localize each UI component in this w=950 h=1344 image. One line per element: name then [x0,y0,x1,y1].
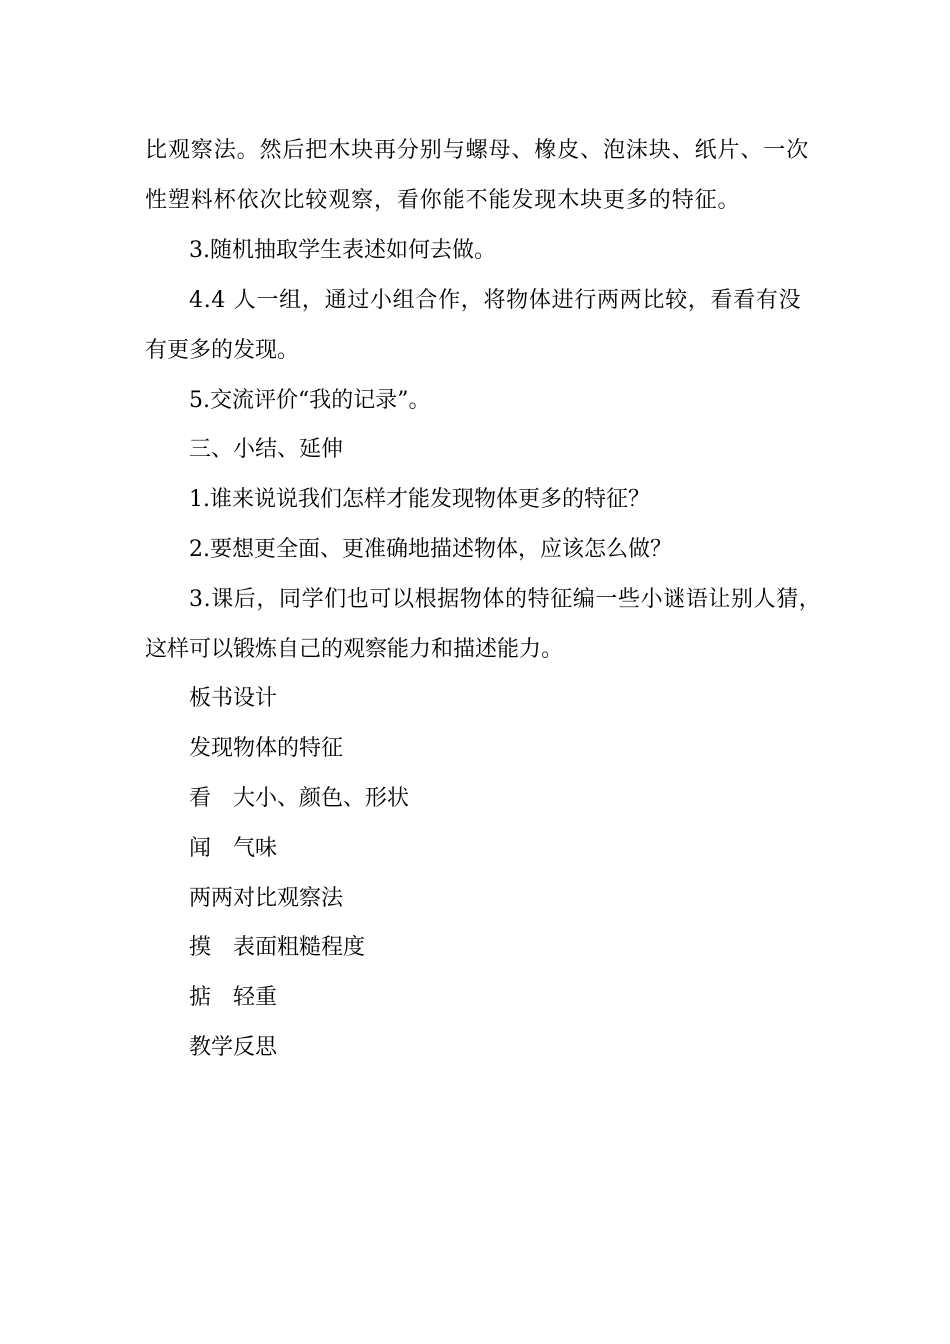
step-4-text: 4.4 人一组，通过小组合作，将物体进行两两比较，看看有没 [189,288,802,313]
paragraph-line: 比观察法。然后把木块再分别与螺母、橡皮、泡沫块、纸片、一次 [145,138,810,163]
board-row-smell [189,834,277,864]
summary-question-1: 1.谁来说说我们怎样才能发现物体更多的特征？ [189,487,650,512]
section-heading: 三、小结、延伸 [189,437,344,462]
paragraph-line: 有更多的发现。 [145,338,300,363]
board-value: 轻重 [233,985,278,1010]
board-value: 表面粗糙程度 [233,935,366,960]
board-design-heading: 板书设计 [189,686,278,711]
summary-question-2: 2.要想更全面、更准确地描述物体，应该怎么做？ [189,537,672,562]
board-method: 两两对比观察法 [189,886,344,911]
board-value: 大小、颜色、形状 [233,786,410,811]
board-title: 发现物体的特征 [189,736,344,761]
board-row-touch [189,933,365,963]
board-key: 摸 [189,935,212,960]
step-3-text: 3.随机抽取学生表述如何去做。 [189,238,496,263]
step-5-text: 5.交流评价“我的记录”。 [189,388,431,413]
paragraph-line: 性塑料杯依次比较观察，看你能不能发现木块更多的特征。 [145,188,741,213]
summary-item-3: 3.课后，同学们也可以根据物体的特征编一些小谜语让别人猜， [189,587,822,612]
board-value: 气味 [233,836,278,861]
board-key: 闻 [189,836,212,861]
paragraph-line: 这样可以锻炼自己的观察能力和描述能力。 [145,637,564,662]
board-row-weigh [189,983,277,1013]
board-key: 掂 [189,985,212,1010]
board-row-look [189,784,409,814]
reflection-heading: 教学反思 [189,1035,278,1060]
board-key: 看 [189,786,212,811]
